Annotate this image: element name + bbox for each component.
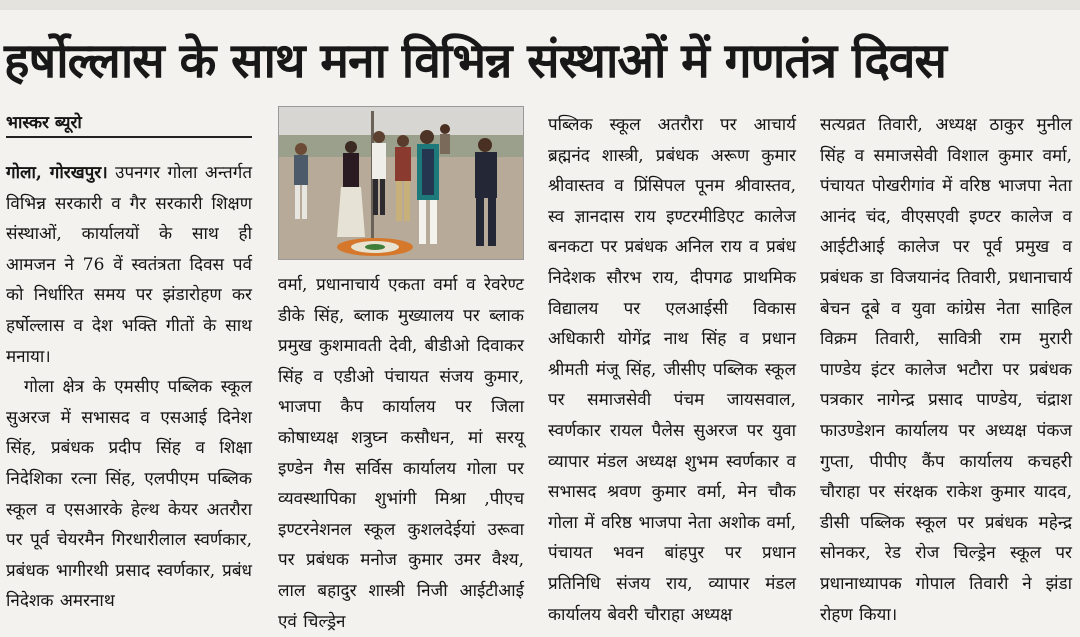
paragraph-3: वर्मा, प्रधानाचार्य एकता वर्मा व रेवरेण्ट डीके सिंह, ब्लाक मुख्यालय पर ब्लाक प्रमुख कुशमावती देवी, बीडीओ दिवाकर सिंह व एडीओ पंचायत संजय कुमार, भाजपा कैप कार्यालय पर जिला कोषाध्यक्ष शत्रुघ्न कसौधन, मां सरयू इण्डेन गैस सर्विस कार्यालय गोला पर व्यवस्थापिका शुभांगी मिश्रा ,पीएच इण्टरनेशनल स्कूल कुशलदेईयां उरूवा पर प्रबंधक मनोज कुमार उमर वैश्य, लाल बहादुर शास्त्री निजी आईटीआई एवं चिल्ड्रेन <box>278 275 524 632</box>
dateline: गोला, गोरखपुर। <box>6 163 108 183</box>
column-4 <box>820 110 1072 625</box>
column-1 <box>6 158 252 620</box>
news-photo <box>278 106 524 260</box>
paragraph-5: सत्यव्रत तिवारी, अध्यक्ष ठाकुर मुनील सिंह व समाजसेवी विशाल कुमार वर्मा, पंचायत पोखरीगांव में वरिष्ठ भाजपा नेता आनंद चंद, वीएसएवी इण्टर कालेज व आईटीआई कालेज पर पूर्व प्रमुख व प्रबंधक डा विजयानंद तिवारी, प्रधानाचार्य बेचन दूबे व युवा कांग्रेस नेता साहिल विक्रम तिवारी, सावित्री राम मुरारी पाण्डेय इंटर कालेज भटौरा पर प्रबंधक पत्रकार नागेन्द्र प्रसाद पाण्डेय, चंद्राश फाउण्डेशन कार्यालय पर अध्यक्ष पंकज गुप्ता, पीपीए कैंप कार्यालय कचहरी चौराहा पर संरक्षक राकेश कुमार यादव, डीसी पब्लिक स्कूल पर प्रबंधक महेन्द्र सोनकर, रेड रोज चिल्ड्रेन स्कूल पर प्रधानाध्यापक गोपाल तिवारी ने झंडा रोहण किया। <box>820 115 1072 625</box>
paragraph-4: पब्लिक स्कूल अतरौरा पर आचार्य ब्रह्मनंद शास्त्री, प्रबंधक अरूण कुमार श्रीवास्तव व प्रिंसिपल पूनम श्रीवास्तव, स्व ज्ञानदास राय इण्टरमीडिएट कालेज बनकटा पर प्रबंधक अनिल राय व प्रबंध निदेशक सौरभ राय, दीपगढ प्राथमिक विद्यालय पर एलआईसी विकास अधिकारी योगेंद्र नाथ सिंह व प्रधान श्रीमती मंजू सिंह, जीसीए पब्लिक स्कूल पर समाजसेवी पंचम जायसवाल, स्वर्णकार रायल पैलेस सुअरज पर युवा व्यापार मंडल अध्यक्ष शुभम स्वर्णकार व सभासद श्रवण कुमार वर्मा, मेन चौक गोला में वरिष्ठ भाजपा नेता अशोक वर्मा, पंचायत भवन बांहपुर पर प्रधान प्रतिनिधि संजय राय, व्यापार मंडल कार्यालय बेवरी चौराहा अध्यक्ष <box>548 115 796 625</box>
column-2 <box>278 270 524 632</box>
column-3 <box>548 110 796 625</box>
headline: हर्षोल्लास के साथ मना विभिन्न संस्थाओं में गणतंत्र दिवस <box>4 33 946 89</box>
previous-article-strip <box>0 0 1080 10</box>
paragraph-1 <box>6 158 252 372</box>
paragraph-2: गोला क्षेत्र के एमसीए पब्लिक स्कूल सुअरज में सभासद व एसआई दिनेश सिंह, प्रबंधक प्रदीप सिंह व शिक्षा निदेशिका रत्ना सिंह, एलपीएम पब्लिक स्कूल व एसआरके हेल्थ केयर अतरौरा पर पूर्व चेयरमैन गिरधारीलाल स्वर्णकार, प्रबंधक भागीरथी प्रसाद स्वर्णकार, प्रबंध निदेशक अमरनाथ <box>6 377 252 612</box>
paragraph-1-text: उपनगर गोला अन्तर्गत विभिन्न सरकारी व गैर सरकारी शिक्षण संस्थाओं, कार्यालयों के साथ ही आमजन ने 76 वें स्वतंत्रता दिवस पर्व को निर्धारित समय पर झंडारोहण कर हर्षोल्लास व देश भक्ति गीतों के साथ मनाया। <box>6 163 253 367</box>
byline: भास्कर ब्यूरो <box>6 110 252 138</box>
